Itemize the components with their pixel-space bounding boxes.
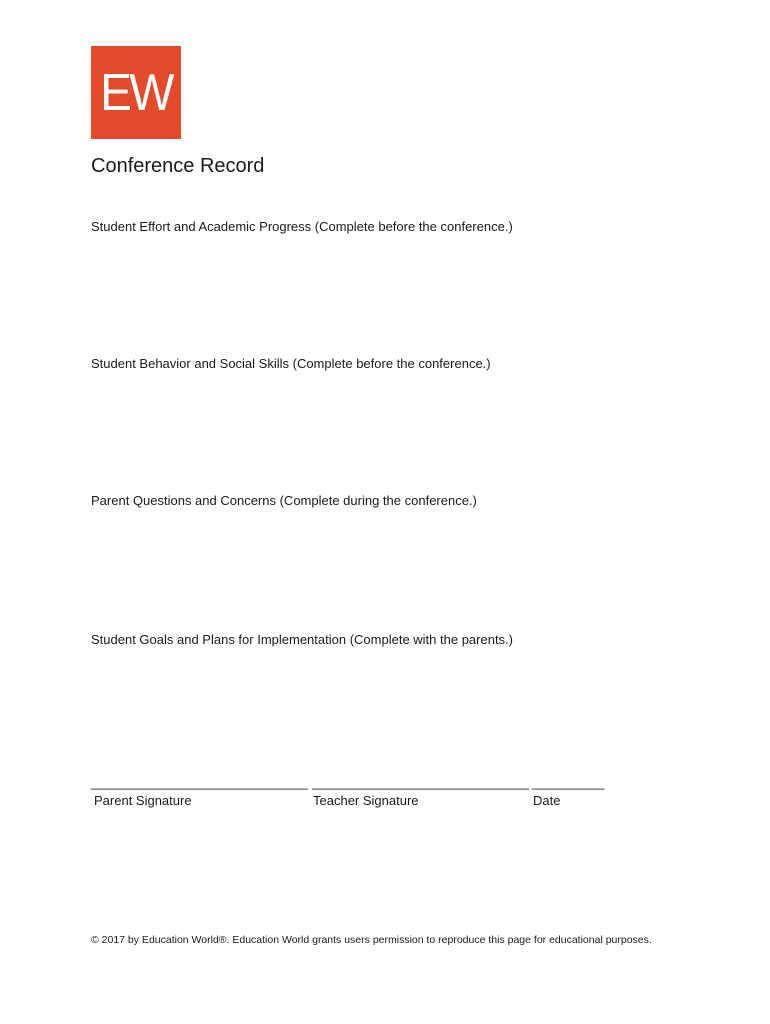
page-title: Conference Record	[91, 155, 265, 177]
education-world-logo	[91, 46, 181, 139]
logo-text: EW	[100, 63, 172, 122]
copyright-footer: © 2017 by Education World®. Education World grants users permission to reproduce this page for educational purposes.	[91, 934, 652, 946]
teacher-signature-label: Teacher Signature	[313, 793, 419, 808]
teacher-signature-line: ______________________________	[312, 775, 529, 790]
section-parent-questions: Parent Questions and Concerns (Complete during the conference.)	[91, 493, 477, 508]
parent-signature-line: ______________________________	[91, 775, 308, 790]
parent-signature-label: Parent Signature	[94, 793, 192, 808]
date-line: __________	[532, 775, 605, 790]
date-label: Date	[533, 793, 561, 808]
section-effort-progress: Student Effort and Academic Progress (Complete before the conference.)	[91, 219, 513, 234]
section-goals-plans: Student Goals and Plans for Implementation (Complete with the parents.)	[91, 632, 513, 647]
section-behavior-social: Student Behavior and Social Skills (Complete before the conference.)	[91, 356, 491, 371]
